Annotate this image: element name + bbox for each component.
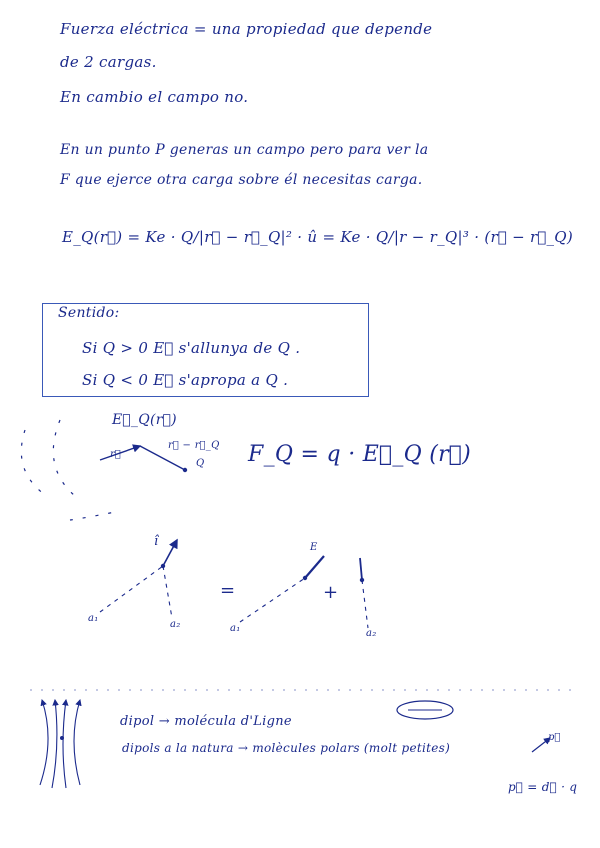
sentit-row-positive: Si Q > 0 E⃗ s'allunya de Q . bbox=[82, 339, 301, 357]
dipole-p-label: p⃗ bbox=[548, 732, 561, 743]
vector-i bbox=[163, 540, 177, 566]
dash-mid-a1 bbox=[240, 578, 305, 622]
plus-sign: + bbox=[323, 582, 339, 603]
note-line-4: En un punto P generas un campo pero para ver la bbox=[60, 142, 429, 158]
sentit-title: Sentido: bbox=[58, 305, 120, 321]
force-formula: F_Q = q · E⃗_Q (r⃗) bbox=[248, 442, 472, 467]
label-mid-e: E bbox=[310, 542, 318, 553]
equals-sign: = bbox=[220, 580, 236, 601]
field-arcs bbox=[21, 420, 115, 520]
diff-label: r⃗ − r⃗_Q bbox=[168, 440, 220, 451]
unit-i-label: î bbox=[154, 534, 159, 549]
q-label: Q bbox=[196, 458, 205, 469]
note-line-2: de 2 cargas. bbox=[60, 53, 157, 71]
dash-right-a2 bbox=[362, 580, 368, 628]
field-label: E⃗_Q(r⃗) bbox=[112, 412, 177, 428]
vector-mid bbox=[305, 556, 324, 578]
label-left-a2: a₂ bbox=[170, 619, 181, 630]
label-mid-a1: a₁ bbox=[230, 623, 241, 634]
note-line-5: F que ejerce otra carga sobre él necesitas carga. bbox=[60, 172, 423, 188]
dipole-line-2: dipols a la natura → molècules polars (molt petites) bbox=[122, 741, 451, 755]
label-left-a1: a₁ bbox=[88, 613, 99, 624]
note-line-3: En cambio el campo no. bbox=[60, 88, 249, 106]
dash-left-a2 bbox=[163, 566, 172, 618]
dipole-p-formula: p⃗ = d⃗ · q bbox=[508, 780, 578, 794]
label-right-a2: a₂ bbox=[366, 628, 377, 639]
dash-left-a1 bbox=[100, 566, 163, 612]
field-lines bbox=[40, 700, 80, 788]
field-formula: E_Q(r⃗) = Ke · Q/|r⃗ − r⃗_Q|² · û = Ke · Q/|r − r_Q|³ · (r⃗ − r⃗_Q) bbox=[62, 228, 574, 246]
dipole-line-1: dipol → molécula d'Ligne bbox=[120, 714, 292, 729]
sentit-row-negative: Si Q < 0 E⃗ s'apropa a Q . bbox=[82, 371, 289, 389]
vector-right bbox=[360, 558, 362, 580]
r-label: r⃗ bbox=[110, 449, 122, 460]
note-line-1: Fuerza eléctrica = una propiedad que depende bbox=[60, 20, 433, 38]
charge-q-dot bbox=[183, 468, 187, 472]
